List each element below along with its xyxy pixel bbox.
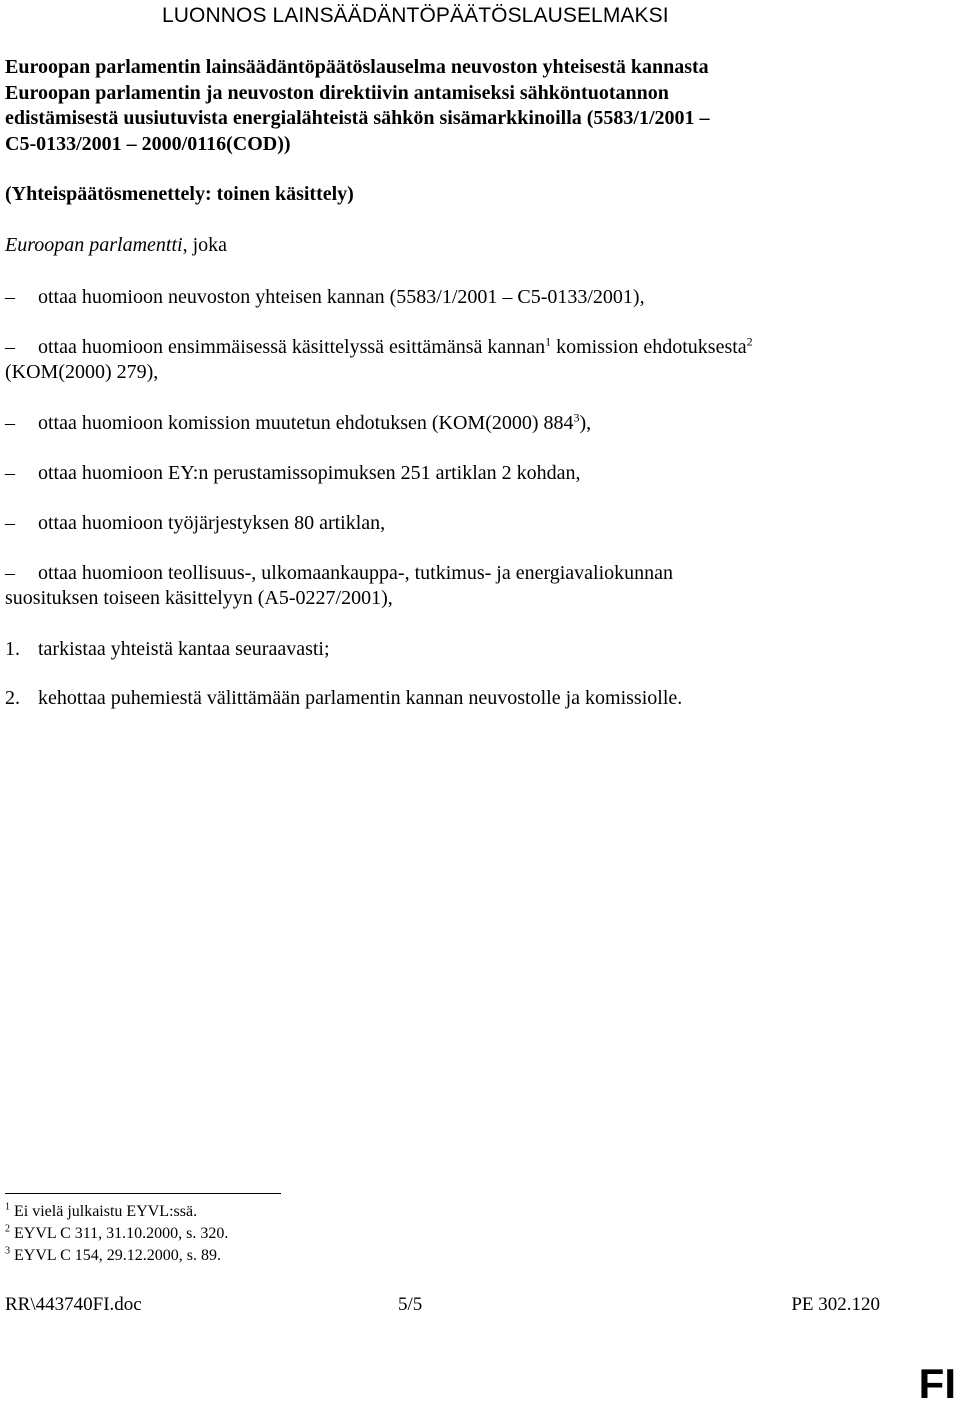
citation-text: ottaa huomioon teollisuus-, ulkomaankauppa-, tutkimus- ja energiavaliokunnan <box>38 562 674 584</box>
citation-text: ottaa huomioon neuvoston yhteisen kannan (5583/1/2001 – C5-0133/2001), <box>38 286 645 308</box>
resolution-heading <box>5 55 945 157</box>
dash-bullet: – <box>5 286 15 308</box>
parliament-name: Euroopan parlamentti <box>5 234 183 256</box>
citation-text <box>38 411 898 437</box>
footnote-ref: 1 <box>545 334 552 349</box>
footnote-text: EYVL C 311, 31.10.2000, s. 320. <box>14 1225 229 1242</box>
heading-line: C5-0133/2001 – 2000/0116(COD)) <box>5 132 291 155</box>
action-number: 1. <box>5 638 20 660</box>
footer-page-number: 5/5 <box>398 1294 423 1315</box>
dash-bullet: – <box>5 512 15 534</box>
action-text: tarkistaa yhteistä kantaa seuraavasti; <box>38 638 330 660</box>
footnote <box>5 1203 197 1221</box>
heading-line: Euroopan parlamentin ja neuvoston direktiivin antamiseksi sähköntuotannon <box>5 81 669 104</box>
citation-text-part: komission ehdotuksesta <box>556 336 747 358</box>
citation-continuation: suosituksen toiseen käsittelyyn (A5-0227/2001), <box>5 587 393 609</box>
citation-text: ottaa huomioon EY:n perustamissopimuksen 251 artiklan 2 kohdan, <box>38 462 581 484</box>
footnote <box>5 1225 228 1243</box>
action-number: 2. <box>5 687 20 709</box>
action-text: kehottaa puhemiestä välittämään parlamentin kannan neuvostolle ja komissiolle. <box>38 687 683 709</box>
footnote-ref: 3 <box>573 410 580 425</box>
footnote-text: Ei vielä julkaistu EYVL:ssä. <box>14 1203 198 1220</box>
footnote-mark: 3 <box>5 1245 10 1257</box>
document-title: LUONNOS LAINSÄÄDÄNTÖPÄÄTÖSLAUSELMAKSI <box>162 4 669 27</box>
citation-text: ottaa huomioon työjärjestyksen 80 artiklan, <box>38 512 386 534</box>
dash-bullet: – <box>5 336 15 358</box>
citation-text-part: ), <box>579 412 592 434</box>
parliament-intro <box>5 234 227 257</box>
footer-doc-ref: RR\443740FI.doc <box>5 1294 142 1315</box>
parliament-joka: , joka <box>182 234 228 256</box>
heading-line: edistämisestä uusiutuvista energialähteistä sähkön sisämarkkinoilla (5583/1/2001 – <box>5 107 710 129</box>
heading-line: Euroopan parlamentin lainsäädäntöpäätöslauselma neuvoston yhteisestä kannasta <box>5 56 709 78</box>
dash-bullet: – <box>5 462 15 484</box>
footnote-separator <box>5 1193 281 1194</box>
footnote-ref: 2 <box>746 334 753 349</box>
footnote-mark: 2 <box>5 1223 10 1235</box>
dash-bullet: – <box>5 412 15 434</box>
footnote-text: EYVL C 154, 29.12.2000, s. 89. <box>14 1247 221 1264</box>
citation-text-part: ottaa huomioon ensimmäisessä käsittelyssä esittämänsä kannan <box>38 336 546 358</box>
language-code: FI <box>918 1360 956 1407</box>
citation-text <box>38 335 898 361</box>
citation-continuation: (KOM(2000) 279), <box>5 361 159 383</box>
footnote-mark: 1 <box>5 1201 10 1213</box>
dash-bullet: – <box>5 562 15 584</box>
footer-pe-number: PE 302.120 <box>791 1294 880 1315</box>
citation-text-part: ottaa huomioon komission muutetun ehdotuksen (KOM(2000) 884 <box>38 412 574 434</box>
procedure-label: (Yhteispäätösmenettely: toinen käsittely) <box>5 183 354 205</box>
footnote <box>5 1247 221 1265</box>
